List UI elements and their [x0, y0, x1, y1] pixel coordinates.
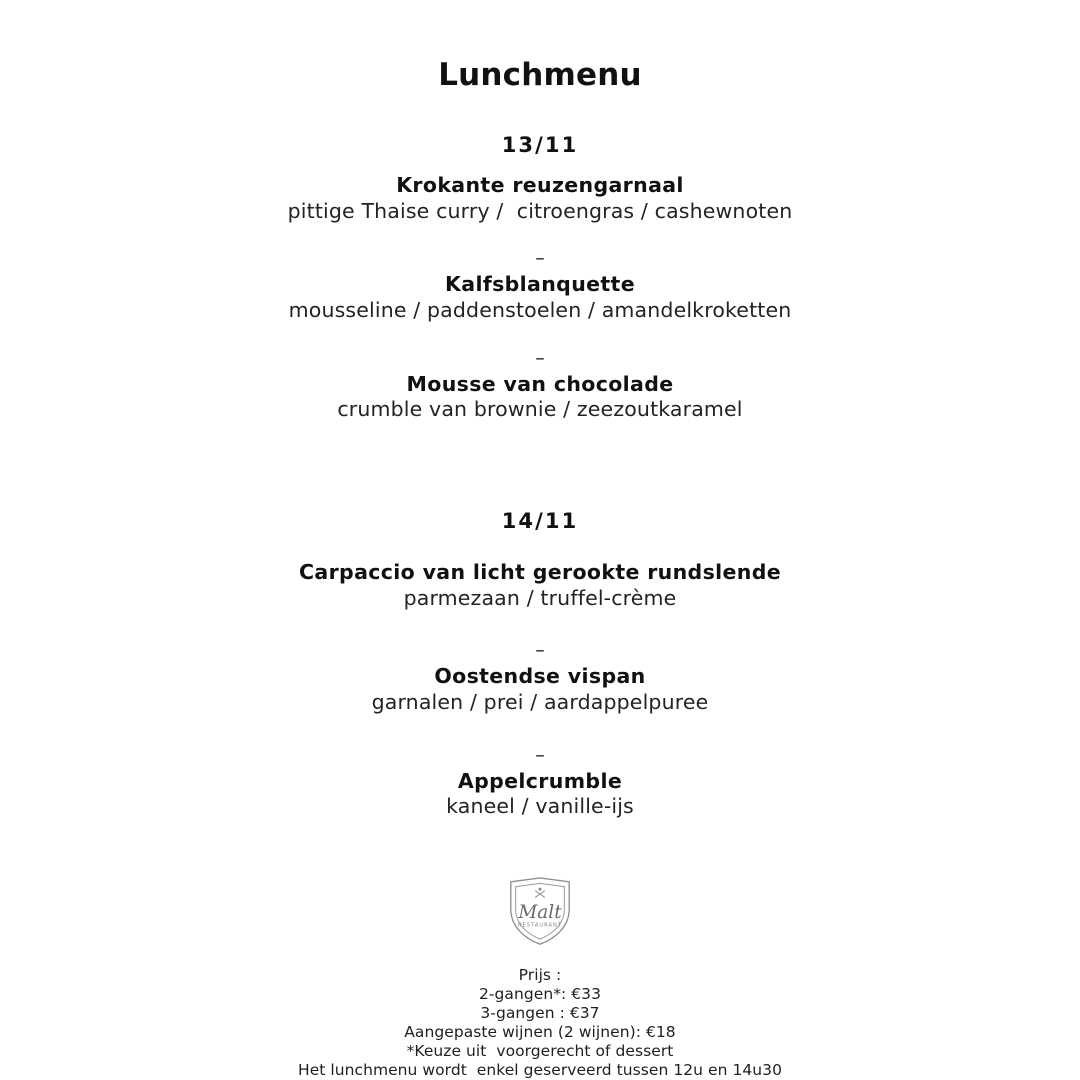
course-separator: – [535, 346, 545, 369]
course-item [0, 560, 1080, 611]
course-name: Kalfsblanquette [445, 272, 635, 297]
menu-date-1: 13/11 [501, 133, 579, 158]
footer-line: 3-gangen : €37 [480, 1004, 600, 1022]
malt-restaurant-logo-icon [507, 876, 573, 946]
logo-subtext: RESTAURANT [517, 922, 563, 929]
course-description: pittige Thaise curry / citroengras / cashewnoten [287, 198, 793, 223]
course-name: Carpaccio van licht gerookte rundslende [299, 560, 781, 585]
course-item [0, 743, 1080, 820]
footer-line: Prijs : [518, 966, 562, 984]
course-item [0, 173, 1080, 224]
course-name: Krokante reuzengarnaal [396, 173, 684, 198]
course-description: crumble van brownie / zeezoutkaramel [337, 397, 743, 422]
course-item [0, 249, 1080, 323]
course-description: garnalen / prei / aardappelpuree [371, 690, 709, 714]
course-separator: – [535, 743, 545, 766]
course-separator: – [535, 247, 545, 270]
course-list-2 [0, 560, 1080, 820]
course-description: mousseline / paddenstoelen / amandelkroketten [288, 298, 792, 323]
footer-line: Het lunchmenu wordt enkel geserveerd tussen 12u en 14u30 [298, 1061, 782, 1079]
course-list-1 [0, 173, 1080, 423]
page-title: Lunchmenu [438, 57, 642, 93]
footer-line: 2-gangen*: €33 [478, 985, 601, 1003]
course-name: Appelcrumble [457, 768, 623, 793]
course-description: parmezaan / truffel-crème [403, 585, 677, 610]
course-description: kaneel / vanille-ijs [446, 794, 634, 819]
course-item [0, 641, 1080, 715]
logo-wordmark-text: Malt [518, 901, 562, 923]
course-separator: – [535, 639, 545, 662]
footer-line: Aangepaste wijnen (2 wijnen): €18 [404, 1023, 676, 1041]
course-name: Oostendse vispan [434, 664, 646, 689]
course-item [0, 346, 1080, 423]
menu-date-2: 14/11 [501, 508, 579, 533]
menu-day-section-2 [0, 509, 1080, 820]
course-name: Mousse van chocolade [406, 371, 674, 396]
footer-line: *Keuze uit voorgerecht of dessert [406, 1042, 674, 1060]
footer-pricing-info [298, 966, 782, 1080]
menu-day-section-1 [0, 133, 1080, 423]
